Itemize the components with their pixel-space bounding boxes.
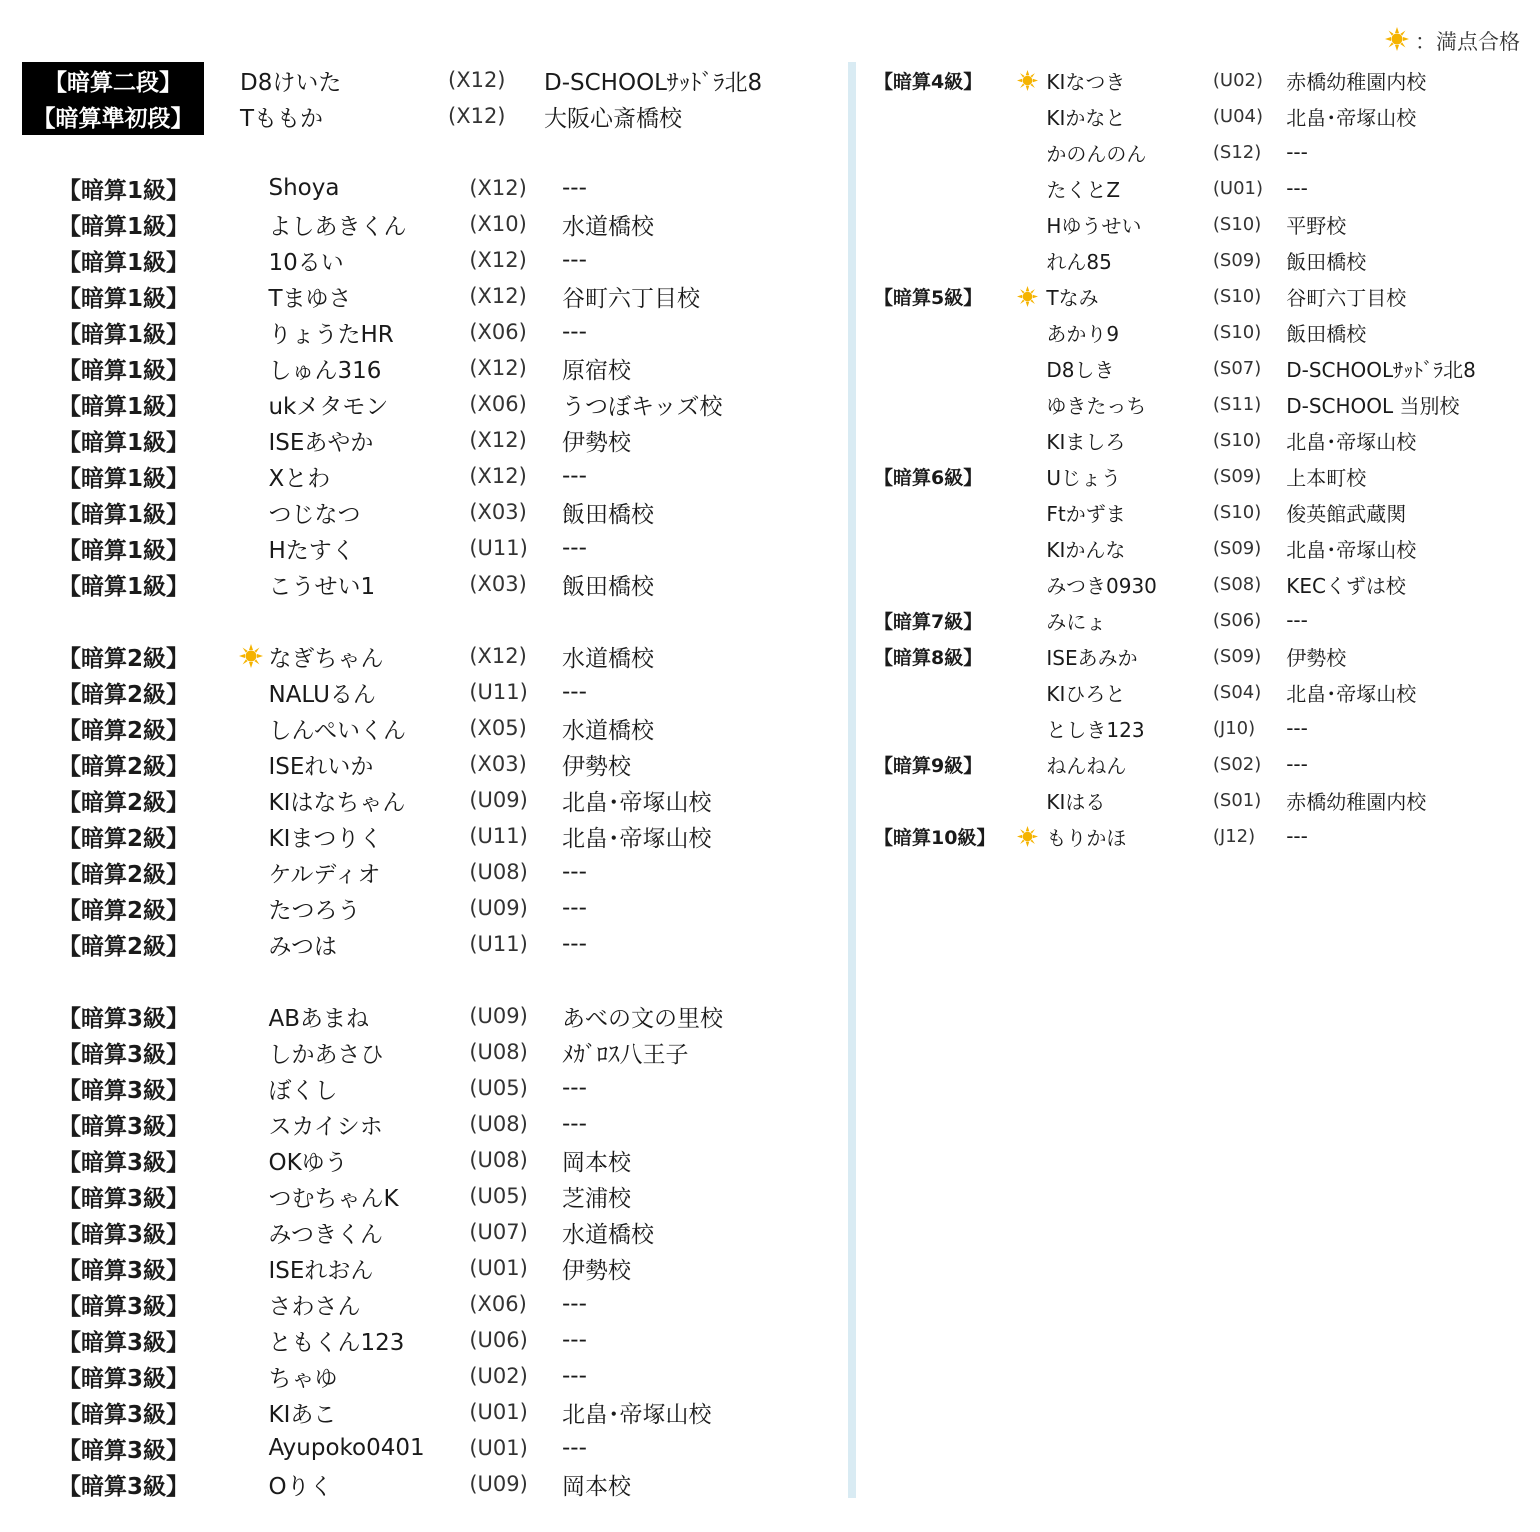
grade-label: 【暗算2級】: [58, 789, 190, 816]
result-row: [22, 710, 842, 746]
result-row: [22, 1430, 842, 1466]
result-row: [22, 998, 842, 1034]
student-code: (X12): [469, 176, 527, 200]
student-name: あかり9: [1046, 321, 1120, 346]
student-code: (S10): [1212, 429, 1262, 451]
grade-label: 【暗算5級】: [874, 286, 983, 309]
result-row: [22, 1250, 842, 1286]
sun-icon: [234, 644, 269, 668]
student-school: 原宿校: [562, 357, 631, 384]
grade-label: 【暗算10級】: [874, 826, 996, 849]
result-row: [874, 566, 1524, 602]
student-name: ukメタモン: [268, 393, 389, 420]
student-code: (S09): [1212, 537, 1262, 559]
grade-label: 【暗算3級】: [58, 1041, 190, 1068]
student-name: かのんのん: [1046, 141, 1147, 166]
student-school: ---: [562, 679, 587, 705]
result-row: [874, 530, 1524, 566]
result-row: [22, 278, 842, 314]
section-gap: [22, 134, 842, 170]
student-code: (X10): [469, 212, 527, 236]
result-row: [874, 278, 1524, 314]
student-school: うつぼキッズ校: [562, 393, 723, 420]
student-code: (U02): [1212, 69, 1263, 91]
student-code: (X03): [469, 500, 527, 524]
result-row: [874, 350, 1524, 386]
student-code: (U05): [469, 1184, 528, 1208]
grade-label: 【暗算2級】: [58, 645, 190, 672]
grade-label: 【暗算3級】: [58, 1473, 190, 1500]
student-code: (U08): [469, 1112, 528, 1136]
student-code: (S10): [1212, 321, 1262, 343]
grade-label: 【暗算3級】: [58, 1329, 190, 1356]
student-school: ---: [1286, 752, 1308, 776]
student-code: (U11): [469, 932, 528, 956]
student-code: (U09): [469, 896, 528, 920]
student-school: 谷町六丁目校: [562, 285, 700, 312]
student-school: ---: [562, 463, 587, 489]
result-row: [22, 206, 842, 242]
student-school: 北畠･帝塚山校: [562, 825, 712, 852]
grade-label: 【暗算2級】: [58, 897, 190, 924]
student-school: 赤橋幼稚園内校: [1286, 69, 1427, 94]
student-name: OKゆう: [268, 1149, 348, 1176]
student-code: (X06): [469, 320, 527, 344]
student-code: (S06): [1212, 609, 1262, 631]
student-school: D-SCHOOLｻｯﾄﾞﾗ北8: [544, 69, 763, 96]
result-row: [874, 638, 1524, 674]
student-code: (U08): [469, 1040, 528, 1064]
student-school: ---: [562, 859, 587, 885]
student-name: ISEれおん: [268, 1257, 374, 1284]
student-school: あべの文の里校: [562, 1005, 723, 1032]
student-code: (U09): [469, 1472, 528, 1496]
result-row: [22, 350, 842, 386]
student-code: (X12): [469, 428, 527, 452]
student-code: (S12): [1212, 141, 1262, 163]
student-name: ISEあみか: [1046, 645, 1138, 670]
student-name: たつろう: [268, 897, 361, 924]
grade-label: 【暗算1級】: [58, 393, 190, 420]
result-row: [22, 1178, 842, 1214]
grade-label: 【暗算3級】: [58, 1437, 190, 1464]
student-name: としき123: [1046, 717, 1145, 742]
result-row: [22, 1286, 842, 1322]
grade-label: 【暗算3級】: [58, 1365, 190, 1392]
student-school: ---: [562, 319, 587, 345]
student-code: (S07): [1212, 357, 1262, 379]
result-row: [22, 386, 842, 422]
student-school: 伊勢校: [562, 753, 631, 780]
result-row: [874, 98, 1524, 134]
result-row: [22, 98, 842, 134]
grade-label: 【暗算2級】: [58, 717, 190, 744]
student-name: ISEあやか: [268, 429, 374, 456]
student-school: 北畠･帝塚山校: [1286, 681, 1417, 706]
grade-label: 【暗算4級】: [874, 70, 983, 93]
legend-text: ：満点合格: [1415, 30, 1520, 54]
student-school: 北畠･帝塚山校: [1286, 429, 1417, 454]
grade-label: 【暗算2級】: [58, 753, 190, 780]
student-school: ---: [562, 1075, 587, 1101]
student-code: (S10): [1212, 501, 1262, 523]
student-name: KIあこ: [268, 1401, 337, 1428]
student-code: (S01): [1212, 789, 1262, 811]
student-school: ---: [562, 175, 587, 201]
right-results-column: [874, 62, 1524, 854]
grade-label: 【暗算3級】: [58, 1149, 190, 1176]
student-code: (U08): [469, 1148, 528, 1172]
student-school: ﾒｶﾞﾛｽ八王子: [562, 1041, 689, 1068]
grade-label: 【暗算2級】: [58, 681, 190, 708]
student-school: ---: [562, 1111, 587, 1137]
student-name: KIかなと: [1046, 105, 1126, 130]
result-row: [22, 1322, 842, 1358]
student-code: (X05): [469, 716, 527, 740]
student-school: ---: [1286, 824, 1308, 848]
student-school: ---: [1286, 140, 1308, 164]
student-name: KIはなちゃん: [268, 789, 406, 816]
student-code: (U09): [469, 1004, 528, 1028]
grade-label: 【暗算1級】: [58, 501, 190, 528]
result-row: [22, 62, 842, 98]
student-school: 平野校: [1286, 213, 1347, 238]
student-school: 伊勢校: [562, 429, 631, 456]
student-code: (U09): [469, 788, 528, 812]
student-school: 飯田橋校: [1286, 321, 1367, 346]
student-name: さわさん: [268, 1293, 361, 1320]
student-name: みつきくん: [268, 1221, 384, 1248]
result-row: [22, 1466, 842, 1502]
student-code: (X03): [469, 572, 527, 596]
student-school: ---: [562, 247, 587, 273]
result-row: [22, 566, 842, 602]
student-code: (X12): [469, 284, 527, 308]
student-name: ABあまね: [268, 1005, 369, 1032]
grade-label: 【暗算1級】: [58, 465, 190, 492]
student-name: NALUるん: [268, 681, 376, 708]
grade-label: 【暗算1級】: [58, 321, 190, 348]
student-school: 飯田橋校: [562, 573, 654, 600]
grade-label: 【暗算1級】: [58, 429, 190, 456]
student-name: ゆきたっち: [1046, 393, 1147, 418]
student-school: D-SCHOOL 当別校: [1286, 393, 1460, 418]
student-name: もりかほ: [1046, 825, 1127, 850]
result-row: [874, 818, 1524, 854]
student-code: (U11): [469, 536, 528, 560]
student-name: KIましろ: [1046, 429, 1126, 454]
student-name: たくとZ: [1046, 177, 1121, 202]
result-row: [874, 242, 1524, 278]
student-code: (X06): [469, 1292, 527, 1316]
student-name: ねんねん: [1046, 753, 1127, 778]
student-school: ---: [1286, 716, 1308, 740]
student-code: (S08): [1212, 573, 1262, 595]
student-school: 飯田橋校: [1286, 249, 1367, 274]
student-name: ISEれいか: [268, 753, 374, 780]
student-school: 飯田橋校: [562, 501, 654, 528]
student-name: Shoya: [268, 175, 340, 201]
student-name: しんぺいくん: [268, 717, 407, 744]
grade-label: 【暗算二段】: [22, 62, 204, 99]
sun-icon: [1009, 826, 1047, 847]
student-name: みつき0930: [1046, 573, 1157, 598]
student-school: 谷町六丁目校: [1286, 285, 1407, 310]
result-row: [22, 782, 842, 818]
student-school: 北畠･帝塚山校: [1286, 537, 1417, 562]
sun-icon: [1009, 286, 1047, 307]
result-row: [22, 170, 842, 206]
student-code: (U01): [469, 1400, 528, 1424]
grade-label: 【暗算2級】: [58, 933, 190, 960]
student-name: D8しき: [1046, 357, 1115, 382]
student-code: (U04): [1212, 105, 1263, 127]
student-name: Tまゆさ: [268, 285, 352, 312]
student-name: れん85: [1046, 249, 1112, 274]
student-school: ---: [562, 1435, 587, 1461]
student-name: りょうたHR: [268, 321, 394, 348]
grade-label: 【暗算3級】: [58, 1257, 190, 1284]
student-name: KIまつりく: [268, 825, 383, 852]
section-gap: [22, 962, 842, 998]
result-row: [874, 746, 1524, 782]
student-school: 伊勢校: [562, 1257, 631, 1284]
student-code: (U02): [469, 1364, 528, 1388]
student-code: (X12): [469, 644, 527, 668]
grade-label: 【暗算1級】: [58, 537, 190, 564]
result-row: [874, 602, 1524, 638]
student-school: 大阪心斎橋校: [544, 105, 682, 132]
student-name: Hたすく: [268, 537, 355, 564]
grade-label: 【暗算3級】: [58, 1401, 190, 1428]
sun-icon: [1009, 70, 1047, 91]
student-name: ケルディオ: [268, 861, 381, 888]
grade-label: 【暗算1級】: [58, 573, 190, 600]
result-row: [22, 746, 842, 782]
student-name: KIなつき: [1046, 69, 1126, 94]
section-gap: [22, 602, 842, 638]
result-row: [874, 314, 1524, 350]
student-school: D-SCHOOLｻｯﾄﾞﾗ北8: [1286, 357, 1476, 382]
student-school: ---: [562, 1363, 587, 1389]
result-row: [874, 170, 1524, 206]
result-row: [22, 1214, 842, 1250]
student-name: Ftかずま: [1046, 501, 1126, 526]
student-school: 伊勢校: [1286, 645, 1347, 670]
student-code: (X06): [469, 392, 527, 416]
student-code: (J12): [1212, 825, 1256, 847]
student-name: KIかんな: [1046, 537, 1126, 562]
result-row: [22, 458, 842, 494]
student-name: Ayupoko0401: [268, 1435, 425, 1461]
student-school: ---: [562, 931, 587, 957]
result-row: [22, 1394, 842, 1430]
student-school: 北畠･帝塚山校: [562, 789, 712, 816]
result-row: [22, 1142, 842, 1178]
student-school: 北畠･帝塚山校: [562, 1401, 712, 1428]
sun-icon: [1385, 27, 1409, 56]
student-code: (S11): [1212, 393, 1262, 415]
student-school: 岡本校: [562, 1149, 631, 1176]
column-divider: [848, 62, 856, 1498]
student-name: しかあさひ: [268, 1041, 384, 1068]
grade-label: 【暗算8級】: [874, 646, 983, 669]
student-code: (U11): [469, 824, 528, 848]
result-row: [22, 1034, 842, 1070]
student-name: みにょ: [1046, 609, 1107, 634]
result-row: [22, 818, 842, 854]
student-name: よしあきくん: [268, 213, 407, 240]
student-code: (U07): [469, 1220, 528, 1244]
grade-label: 【暗算7級】: [874, 610, 983, 633]
left-results-column: [22, 62, 842, 1502]
student-name: Tなみ: [1046, 285, 1099, 310]
student-school: ---: [562, 1291, 587, 1317]
student-school: 上本町校: [1286, 465, 1367, 490]
student-name: Xとわ: [268, 465, 331, 492]
student-school: 水道橋校: [562, 717, 654, 744]
result-row: [874, 422, 1524, 458]
student-code: (U08): [469, 860, 528, 884]
student-school: 水道橋校: [562, 213, 654, 240]
student-code: (S04): [1212, 681, 1262, 703]
student-school: ---: [562, 535, 587, 561]
result-row: [874, 62, 1524, 98]
student-code: (S02): [1212, 753, 1262, 775]
result-row: [874, 710, 1524, 746]
student-name: つむちゃんK: [268, 1185, 399, 1212]
result-row: [22, 674, 842, 710]
result-row: [874, 386, 1524, 422]
student-code: (S09): [1212, 645, 1262, 667]
student-name: スカイシホ: [268, 1113, 383, 1140]
student-name: Hゆうせい: [1046, 213, 1142, 238]
student-code: (X12): [448, 68, 506, 92]
grade-label: 【暗算1級】: [58, 357, 190, 384]
student-code: (X12): [448, 104, 506, 128]
student-name: こうせい1: [268, 573, 376, 600]
student-name: ぼくし: [268, 1077, 338, 1104]
student-name: なぎちゃん: [268, 645, 384, 672]
student-code: (S09): [1212, 465, 1262, 487]
grade-label: 【暗算1級】: [58, 213, 190, 240]
student-name: つじなつ: [268, 501, 361, 528]
grade-label: 【暗算3級】: [58, 1077, 190, 1104]
student-name: Tももか: [240, 105, 324, 132]
student-name: KIはる: [1046, 789, 1106, 814]
result-row: [874, 674, 1524, 710]
result-row: [22, 314, 842, 350]
result-row: [874, 206, 1524, 242]
grade-label: 【暗算3級】: [58, 1113, 190, 1140]
student-school: 俊英館武蔵関: [1286, 501, 1407, 526]
student-code: (U01): [1212, 177, 1263, 199]
result-row: [874, 782, 1524, 818]
grade-label: 【暗算6級】: [874, 466, 983, 489]
student-school: 水道橋校: [562, 1221, 654, 1248]
student-school: 赤橋幼稚園内校: [1286, 789, 1427, 814]
legend: [1385, 26, 1520, 56]
student-name: Oりく: [268, 1473, 333, 1500]
result-row: [874, 134, 1524, 170]
result-row: [22, 1070, 842, 1106]
student-code: (J10): [1212, 717, 1256, 739]
student-name: みつは: [268, 933, 338, 960]
grade-label: 【暗算1級】: [58, 249, 190, 276]
student-name: D8けいた: [240, 69, 342, 96]
student-code: (X12): [469, 248, 527, 272]
student-code: (X12): [469, 464, 527, 488]
student-name: Uじょう: [1046, 465, 1122, 490]
grade-label: 【暗算9級】: [874, 754, 983, 777]
student-school: ---: [562, 895, 587, 921]
grade-label: 【暗算3級】: [58, 1185, 190, 1212]
result-row: [22, 854, 842, 890]
student-name: ともくん123: [268, 1329, 405, 1356]
result-row: [22, 530, 842, 566]
student-school: KECくずは校: [1286, 573, 1406, 598]
result-row: [22, 422, 842, 458]
result-row: [22, 926, 842, 962]
grade-label: 【暗算1級】: [58, 285, 190, 312]
student-school: 水道橋校: [562, 645, 654, 672]
result-row: [22, 890, 842, 926]
student-code: (S09): [1212, 249, 1262, 271]
result-row: [22, 494, 842, 530]
student-code: (U01): [469, 1256, 528, 1280]
student-code: (U01): [469, 1436, 528, 1460]
result-row: [22, 242, 842, 278]
result-row: [22, 638, 842, 674]
student-school: 芝浦校: [562, 1185, 631, 1212]
student-code: (S10): [1212, 213, 1262, 235]
student-code: (X03): [469, 752, 527, 776]
grade-label: 【暗算3級】: [58, 1005, 190, 1032]
grade-label: 【暗算3級】: [58, 1293, 190, 1320]
student-school: 北畠･帝塚山校: [1286, 105, 1417, 130]
student-school: ---: [562, 1327, 587, 1353]
student-school: 岡本校: [562, 1473, 631, 1500]
student-name: ちゃゆ: [268, 1365, 338, 1392]
student-name: 10るい: [268, 249, 344, 276]
grade-label: 【暗算1級】: [58, 177, 190, 204]
result-row: [874, 494, 1524, 530]
grade-label: 【暗算準初段】: [22, 98, 204, 135]
result-row: [22, 1358, 842, 1394]
grade-label: 【暗算2級】: [58, 825, 190, 852]
student-school: ---: [1286, 608, 1308, 632]
grade-label: 【暗算3級】: [58, 1221, 190, 1248]
student-code: (U05): [469, 1076, 528, 1100]
student-name: KIひろと: [1046, 681, 1126, 706]
result-row: [874, 458, 1524, 494]
student-code: (U06): [469, 1328, 528, 1352]
grade-label: 【暗算2級】: [58, 861, 190, 888]
student-code: (U11): [469, 680, 528, 704]
student-code: (S10): [1212, 285, 1262, 307]
student-code: (X12): [469, 356, 527, 380]
student-name: しゅん316: [268, 357, 382, 384]
student-school: ---: [1286, 176, 1308, 200]
result-row: [22, 1106, 842, 1142]
